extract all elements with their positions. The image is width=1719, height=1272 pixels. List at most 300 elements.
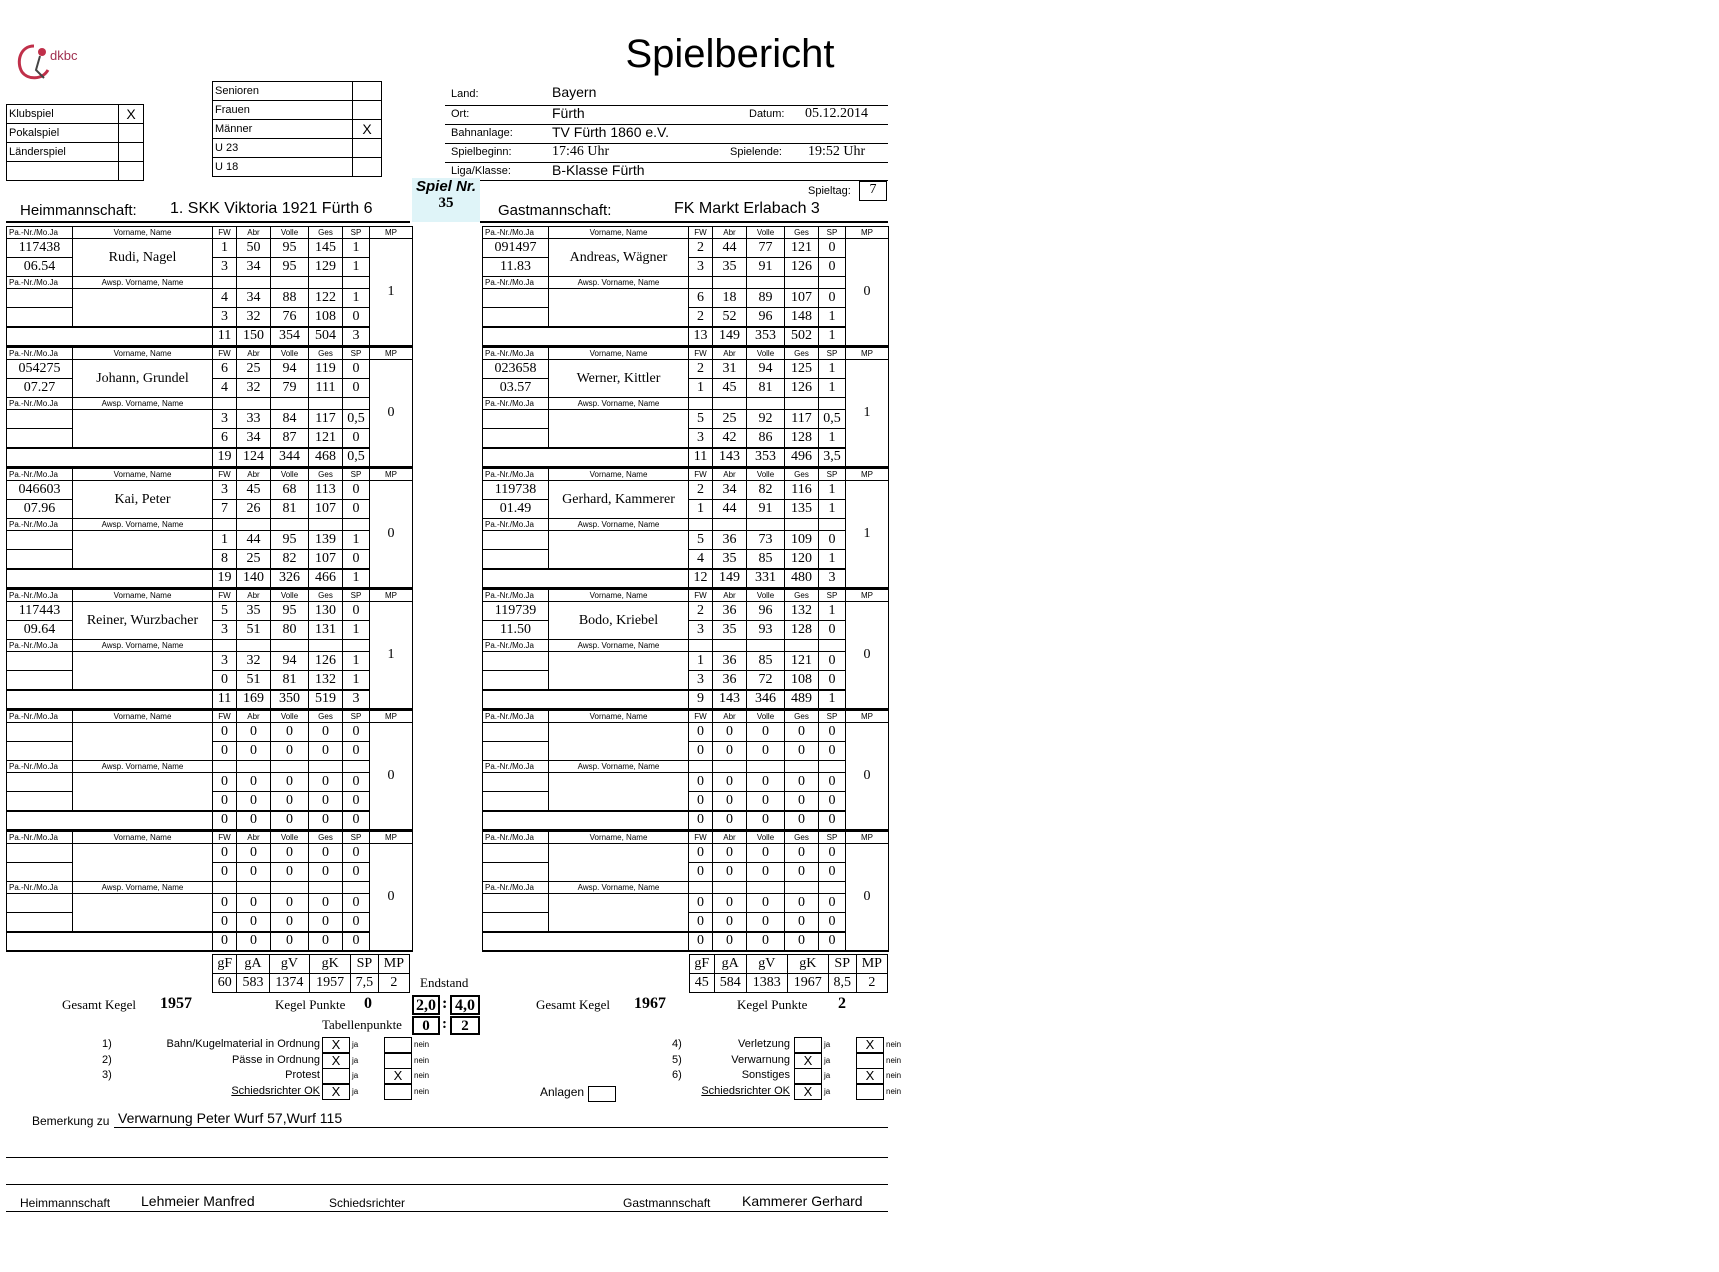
cell-abr: 34 bbox=[713, 481, 747, 500]
cell-fw: 5 bbox=[689, 531, 713, 550]
cell-sp: 0 bbox=[343, 894, 370, 913]
bahn-value: TV Fürth 1860 e.V. bbox=[552, 124, 669, 140]
empty-cell bbox=[237, 277, 271, 289]
pass-number: 119739 bbox=[483, 602, 549, 621]
total-label bbox=[483, 690, 689, 709]
col-header-sp: SP bbox=[819, 832, 846, 844]
check-nein-box[interactable] bbox=[856, 1084, 884, 1100]
cell-fw: 0 bbox=[689, 792, 713, 811]
col-header-ges: Ges bbox=[309, 832, 343, 844]
cell-sp: 0 bbox=[343, 308, 370, 327]
spiel-nr-box bbox=[412, 178, 480, 222]
game-type-label: Pokalspiel bbox=[7, 124, 119, 143]
empty-cell bbox=[785, 398, 819, 410]
col-header-mp: MP bbox=[370, 469, 413, 481]
empty-cell bbox=[309, 640, 343, 652]
total-fw: 11 bbox=[213, 327, 237, 346]
total-sp: 0 bbox=[819, 932, 846, 951]
col-header-mp: MP bbox=[846, 590, 889, 602]
total-volle: 353 bbox=[747, 448, 785, 467]
cell-volle: 81 bbox=[747, 379, 785, 398]
cell-sp: 0 bbox=[343, 863, 370, 882]
home-player-block bbox=[6, 347, 413, 468]
awsp-pass bbox=[483, 773, 549, 792]
game-type-table bbox=[6, 104, 144, 181]
sum-header: gV bbox=[269, 955, 310, 974]
col-header-sp: SP bbox=[343, 348, 370, 360]
col-header-ges: Ges bbox=[309, 711, 343, 723]
awsp-pass bbox=[7, 531, 73, 550]
birth-month-year: 11.83 bbox=[483, 258, 549, 277]
col-header-awsp-pa: Pa.-Nr./Mo.Ja bbox=[7, 277, 73, 289]
cell-volle: 87 bbox=[271, 429, 309, 448]
cell-ges: 122 bbox=[309, 289, 343, 308]
col-header-mp: MP bbox=[370, 711, 413, 723]
total-sp: 1 bbox=[819, 690, 846, 709]
check-ja-box[interactable] bbox=[322, 1068, 350, 1084]
sum-value: 584 bbox=[714, 974, 746, 993]
cell-ges: 126 bbox=[785, 258, 819, 277]
total-label bbox=[7, 690, 213, 709]
liga-value: B-Klasse Fürth bbox=[552, 162, 645, 178]
total-volle: 350 bbox=[271, 690, 309, 709]
col-header-sp: SP bbox=[343, 711, 370, 723]
cell-abr: 0 bbox=[713, 723, 747, 742]
home-kp-label: Kegel Punkte bbox=[275, 997, 346, 1012]
total-ges: 0 bbox=[785, 811, 819, 830]
cell-fw: 4 bbox=[213, 289, 237, 308]
game-type-mark[interactable] bbox=[119, 124, 144, 143]
total-ges: 0 bbox=[309, 932, 343, 951]
cell-volle: 76 bbox=[271, 308, 309, 327]
pass-number bbox=[483, 723, 549, 742]
pass-number: 023658 bbox=[483, 360, 549, 379]
home-player-block bbox=[6, 710, 413, 831]
cell-fw: 5 bbox=[689, 410, 713, 429]
total-fw: 0 bbox=[213, 811, 237, 830]
cell-abr: 0 bbox=[237, 723, 271, 742]
col-header-pa: Pa.-Nr./Mo.Ja bbox=[7, 469, 73, 481]
pass-number: 117438 bbox=[7, 239, 73, 258]
check-ja-box[interactable] bbox=[794, 1068, 822, 1084]
cell-ges: 148 bbox=[785, 308, 819, 327]
sum-header: gF bbox=[690, 955, 715, 974]
col-header-abr: Abr bbox=[237, 590, 271, 602]
cell-volle: 96 bbox=[747, 602, 785, 621]
cell-volle: 0 bbox=[747, 894, 785, 913]
col-header-fw: FW bbox=[689, 832, 713, 844]
col-header-pa: Pa.-Nr./Mo.Ja bbox=[7, 590, 73, 602]
score-home: 2,0 bbox=[412, 995, 440, 1015]
cell-abr: 25 bbox=[237, 550, 271, 569]
nein-label: nein bbox=[414, 1040, 430, 1049]
cell-ges: 128 bbox=[785, 621, 819, 640]
empty-cell bbox=[237, 519, 271, 531]
away-player-block bbox=[482, 831, 889, 952]
col-header-abr: Abr bbox=[713, 348, 747, 360]
empty-cell bbox=[747, 277, 785, 289]
cell-ges: 121 bbox=[785, 652, 819, 671]
cell-sp: 1 bbox=[343, 289, 370, 308]
category-mark[interactable] bbox=[353, 101, 382, 120]
cell-sp: 0 bbox=[343, 550, 370, 569]
check-nein-box[interactable]: X bbox=[856, 1068, 884, 1084]
check-label: Verwarnung bbox=[731, 1053, 790, 1066]
col-header-fw: FW bbox=[213, 711, 237, 723]
cell-volle: 0 bbox=[271, 792, 309, 811]
cell-abr: 0 bbox=[237, 863, 271, 882]
spieltag-label: Spieltag: bbox=[808, 185, 851, 197]
cell-volle: 73 bbox=[747, 531, 785, 550]
total-label bbox=[483, 327, 689, 346]
col-header-mp: MP bbox=[846, 227, 889, 239]
awsp-ja bbox=[7, 671, 73, 690]
cell-fw: 0 bbox=[213, 742, 237, 761]
col-header-pa: Pa.-Nr./Mo.Ja bbox=[483, 348, 549, 360]
cell-volle: 89 bbox=[747, 289, 785, 308]
player-mp: 1 bbox=[846, 360, 889, 467]
total-ges: 504 bbox=[309, 327, 343, 346]
col-header-awsp-name: Awsp. Vorname, Name bbox=[549, 398, 689, 410]
pass-number bbox=[7, 844, 73, 863]
cell-abr: 35 bbox=[237, 602, 271, 621]
player-name: Johann, Grundel bbox=[73, 360, 213, 398]
away-player-block bbox=[482, 226, 889, 347]
pass-number bbox=[483, 844, 549, 863]
total-fw: 0 bbox=[689, 811, 713, 830]
category-label: U 18 bbox=[213, 158, 353, 177]
total-label bbox=[483, 448, 689, 467]
nein-label: nein bbox=[414, 1055, 430, 1065]
total-abr: 149 bbox=[713, 327, 747, 346]
game-type-mark[interactable] bbox=[119, 143, 144, 162]
empty-cell bbox=[819, 882, 846, 894]
col-header-name: Vorname, Name bbox=[73, 469, 213, 481]
col-header-abr: Abr bbox=[713, 711, 747, 723]
cell-volle: 0 bbox=[747, 792, 785, 811]
cell-sp: 0 bbox=[819, 258, 846, 277]
check-label: Bahn/Kugelmaterial in Ordnung bbox=[166, 1038, 320, 1050]
check-ja-box[interactable]: X bbox=[322, 1084, 350, 1100]
col-header-ges: Ges bbox=[309, 348, 343, 360]
game-type-label: Klubspiel bbox=[7, 105, 119, 124]
sum-value: 1374 bbox=[269, 974, 310, 993]
empty-cell bbox=[819, 398, 846, 410]
empty-cell bbox=[689, 519, 713, 531]
sum-value: 1383 bbox=[746, 974, 787, 993]
cell-fw: 3 bbox=[689, 429, 713, 448]
player-name: Werner, Kittler bbox=[549, 360, 689, 398]
category-mark[interactable] bbox=[353, 139, 382, 158]
category-mark[interactable] bbox=[353, 158, 382, 177]
cell-ges: 0 bbox=[785, 723, 819, 742]
home-team-name: 1. SKK Viktoria 1921 Fürth 6 bbox=[170, 200, 373, 217]
cell-fw: 0 bbox=[213, 863, 237, 882]
bemerkung-label: Bemerkung zu bbox=[32, 1114, 110, 1128]
total-abr: 150 bbox=[237, 327, 271, 346]
awsp-ja bbox=[7, 429, 73, 448]
cell-abr: 32 bbox=[237, 379, 271, 398]
check-nein-box[interactable] bbox=[384, 1053, 412, 1069]
cell-volle: 95 bbox=[271, 531, 309, 550]
cell-ges: 132 bbox=[785, 602, 819, 621]
cell-ges: 121 bbox=[309, 429, 343, 448]
col-header-ges: Ges bbox=[309, 469, 343, 481]
check-ja-box[interactable] bbox=[794, 1037, 822, 1053]
awsp-pass bbox=[7, 652, 73, 671]
cell-abr: 18 bbox=[713, 289, 747, 308]
player-name bbox=[73, 844, 213, 882]
cell-ges: 131 bbox=[309, 621, 343, 640]
col-header-sp: SP bbox=[343, 227, 370, 239]
col-header-sp: SP bbox=[819, 469, 846, 481]
pass-number bbox=[7, 723, 73, 742]
awsp-name bbox=[73, 652, 213, 690]
cell-volle: 85 bbox=[747, 550, 785, 569]
cell-sp: 1 bbox=[819, 379, 846, 398]
col-header-volle: Volle bbox=[271, 469, 309, 481]
nein-label: nein bbox=[414, 1071, 430, 1080]
game-type-row bbox=[7, 143, 144, 162]
total-label bbox=[7, 569, 213, 588]
beginn-value: 17:46 Uhr bbox=[552, 144, 610, 159]
spiel-nr-label: Spiel Nr. bbox=[415, 178, 477, 195]
cell-abr: 34 bbox=[237, 258, 271, 277]
total-fw: 19 bbox=[213, 569, 237, 588]
cell-ges: 109 bbox=[785, 531, 819, 550]
total-abr: 149 bbox=[713, 569, 747, 588]
pass-number: 117443 bbox=[7, 602, 73, 621]
col-header-name: Vorname, Name bbox=[549, 590, 689, 602]
cell-fw: 0 bbox=[213, 723, 237, 742]
land-label: Land: bbox=[451, 88, 479, 100]
col-header-awsp-name: Awsp. Vorname, Name bbox=[73, 398, 213, 410]
cell-ges: 121 bbox=[785, 239, 819, 258]
player-mp: 0 bbox=[370, 723, 413, 830]
anlagen-box[interactable] bbox=[588, 1086, 616, 1102]
cell-ges: 107 bbox=[309, 500, 343, 519]
cell-fw: 2 bbox=[689, 481, 713, 500]
cell-abr: 0 bbox=[237, 742, 271, 761]
cell-ges: 117 bbox=[785, 410, 819, 429]
cell-sp: 1 bbox=[819, 550, 846, 569]
sum-value: 1967 bbox=[787, 974, 828, 993]
col-header-sp: SP bbox=[819, 348, 846, 360]
awsp-ja bbox=[483, 308, 549, 327]
player-mp: 0 bbox=[846, 723, 889, 830]
awsp-name bbox=[73, 410, 213, 448]
col-header-sp: SP bbox=[343, 590, 370, 602]
birth-month-year bbox=[483, 742, 549, 761]
empty-cell bbox=[237, 398, 271, 410]
liga-label: Liga/Klasse: bbox=[451, 165, 511, 177]
total-label bbox=[7, 448, 213, 467]
away-kp-value: 2 bbox=[838, 995, 846, 1012]
total-abr: 0 bbox=[713, 932, 747, 951]
sig-home-name: Lehmeier Manfred bbox=[141, 1193, 255, 1209]
empty-cell bbox=[747, 398, 785, 410]
cell-volle: 0 bbox=[271, 863, 309, 882]
col-header-awsp-pa: Pa.-Nr./Mo.Ja bbox=[483, 277, 549, 289]
cell-volle: 0 bbox=[747, 723, 785, 742]
cell-ges: 0 bbox=[785, 773, 819, 792]
col-header-sp: SP bbox=[819, 711, 846, 723]
cell-abr: 44 bbox=[713, 239, 747, 258]
birth-month-year: 01.49 bbox=[483, 500, 549, 519]
total-volle: 0 bbox=[271, 932, 309, 951]
cell-abr: 36 bbox=[713, 671, 747, 690]
total-label bbox=[7, 327, 213, 346]
col-header-mp: MP bbox=[846, 711, 889, 723]
sig-ref-label: Schiedsrichter bbox=[329, 1196, 406, 1210]
game-type-label: Länderspiel bbox=[7, 143, 119, 162]
cell-ges: 111 bbox=[309, 379, 343, 398]
check-nein-box[interactable]: X bbox=[384, 1068, 412, 1084]
cell-fw: 0 bbox=[213, 894, 237, 913]
check-ja-box[interactable]: X bbox=[794, 1084, 822, 1100]
cell-ges: 108 bbox=[309, 308, 343, 327]
col-header-abr: Abr bbox=[237, 227, 271, 239]
col-header-awsp-pa: Pa.-Nr./Mo.Ja bbox=[7, 882, 73, 894]
cell-abr: 34 bbox=[237, 429, 271, 448]
cell-fw: 5 bbox=[213, 602, 237, 621]
empty-cell bbox=[343, 640, 370, 652]
total-volle: 344 bbox=[271, 448, 309, 467]
pass-number: 091497 bbox=[483, 239, 549, 258]
col-header-awsp-name: Awsp. Vorname, Name bbox=[73, 519, 213, 531]
cell-fw: 1 bbox=[689, 379, 713, 398]
birth-month-year: 07.27 bbox=[7, 379, 73, 398]
col-header-name: Vorname, Name bbox=[549, 348, 689, 360]
check-nein-box[interactable] bbox=[384, 1084, 412, 1100]
cell-volle: 91 bbox=[747, 500, 785, 519]
cell-fw: 7 bbox=[213, 500, 237, 519]
home-gesamt-label: Gesamt Kegel bbox=[62, 997, 137, 1012]
category-row bbox=[213, 158, 382, 177]
cell-sp: 0 bbox=[819, 844, 846, 863]
cell-sp: 0 bbox=[819, 621, 846, 640]
birth-month-year bbox=[7, 742, 73, 761]
col-header-sp: SP bbox=[343, 469, 370, 481]
birth-month-year: 07.96 bbox=[7, 500, 73, 519]
home-sum-table bbox=[212, 954, 410, 993]
cell-ges: 0 bbox=[785, 913, 819, 932]
check-ja-box[interactable]: X bbox=[322, 1053, 350, 1069]
cell-ges: 0 bbox=[309, 844, 343, 863]
game-type-row bbox=[7, 162, 144, 181]
cell-sp: 0 bbox=[819, 742, 846, 761]
ende-value: 19:52 Uhr bbox=[808, 144, 866, 159]
check-nein-box[interactable]: X bbox=[856, 1037, 884, 1053]
total-fw: 19 bbox=[213, 448, 237, 467]
empty-cell bbox=[747, 519, 785, 531]
col-header-awsp-name: Awsp. Vorname, Name bbox=[549, 761, 689, 773]
cell-sp: 0 bbox=[819, 863, 846, 882]
anlagen-label: Anlagen bbox=[540, 1085, 585, 1099]
player-name: Gerhard, Kammerer bbox=[549, 481, 689, 519]
category-mark[interactable]: X bbox=[353, 120, 382, 139]
total-volle: 0 bbox=[747, 932, 785, 951]
empty-cell bbox=[819, 277, 846, 289]
col-header-fw: FW bbox=[213, 590, 237, 602]
cell-volle: 0 bbox=[747, 844, 785, 863]
total-ges: 519 bbox=[309, 690, 343, 709]
cell-abr: 0 bbox=[237, 773, 271, 792]
col-header-mp: MP bbox=[370, 348, 413, 360]
cell-sp: 0 bbox=[343, 792, 370, 811]
empty-cell bbox=[343, 882, 370, 894]
cell-ges: 0 bbox=[785, 844, 819, 863]
cell-volle: 0 bbox=[271, 844, 309, 863]
cell-sp: 1 bbox=[343, 671, 370, 690]
category-mark[interactable] bbox=[353, 82, 382, 101]
total-fw: 12 bbox=[689, 569, 713, 588]
cell-fw: 0 bbox=[689, 863, 713, 882]
check-ja-box[interactable]: X bbox=[322, 1037, 350, 1053]
col-header-abr: Abr bbox=[713, 469, 747, 481]
cell-sp: 0 bbox=[819, 652, 846, 671]
check-ja-box[interactable]: X bbox=[794, 1053, 822, 1069]
cell-volle: 80 bbox=[271, 621, 309, 640]
cell-sp: 1 bbox=[819, 308, 846, 327]
game-type-mark[interactable]: X bbox=[119, 105, 144, 124]
cell-sp: 0 bbox=[343, 742, 370, 761]
game-type-mark[interactable] bbox=[119, 162, 144, 181]
away-sum-table bbox=[689, 954, 888, 993]
check-nein-box[interactable] bbox=[384, 1037, 412, 1053]
cell-ges: 135 bbox=[785, 500, 819, 519]
col-header-volle: Volle bbox=[271, 348, 309, 360]
col-header-pa: Pa.-Nr./Mo.Ja bbox=[7, 832, 73, 844]
ja-label: ja bbox=[352, 1086, 359, 1096]
awsp-ja bbox=[7, 550, 73, 569]
cell-fw: 2 bbox=[689, 602, 713, 621]
col-header-mp: MP bbox=[370, 832, 413, 844]
total-sp: 0 bbox=[343, 932, 370, 951]
empty-cell bbox=[213, 882, 237, 894]
awsp-name bbox=[73, 289, 213, 327]
cell-abr: 32 bbox=[237, 652, 271, 671]
cell-volle: 81 bbox=[271, 671, 309, 690]
empty-cell bbox=[309, 882, 343, 894]
sig-home-label: Heimmannschaft bbox=[20, 1196, 111, 1210]
col-header-volle: Volle bbox=[271, 590, 309, 602]
cell-volle: 94 bbox=[271, 360, 309, 379]
total-label bbox=[7, 811, 213, 830]
total-volle: 353 bbox=[747, 327, 785, 346]
cell-ges: 107 bbox=[309, 550, 343, 569]
birth-month-year: 09.64 bbox=[7, 621, 73, 640]
check-number: 1) bbox=[102, 1038, 112, 1050]
cell-fw: 3 bbox=[689, 621, 713, 640]
category-label: Senioren bbox=[213, 82, 353, 101]
total-abr: 0 bbox=[237, 811, 271, 830]
cell-volle: 79 bbox=[271, 379, 309, 398]
empty-cell bbox=[819, 640, 846, 652]
check-nein-box[interactable] bbox=[856, 1053, 884, 1069]
cell-volle: 72 bbox=[747, 671, 785, 690]
sum-header: SP bbox=[351, 955, 379, 974]
total-abr: 169 bbox=[237, 690, 271, 709]
col-header-ges: Ges bbox=[785, 832, 819, 844]
cell-volle: 0 bbox=[271, 773, 309, 792]
empty-cell bbox=[713, 882, 747, 894]
total-ges: 480 bbox=[785, 569, 819, 588]
tab-home: 0 bbox=[412, 1016, 440, 1035]
col-header-awsp-pa: Pa.-Nr./Mo.Ja bbox=[7, 398, 73, 410]
ort-label: Ort: bbox=[451, 108, 470, 120]
category-row bbox=[213, 139, 382, 158]
